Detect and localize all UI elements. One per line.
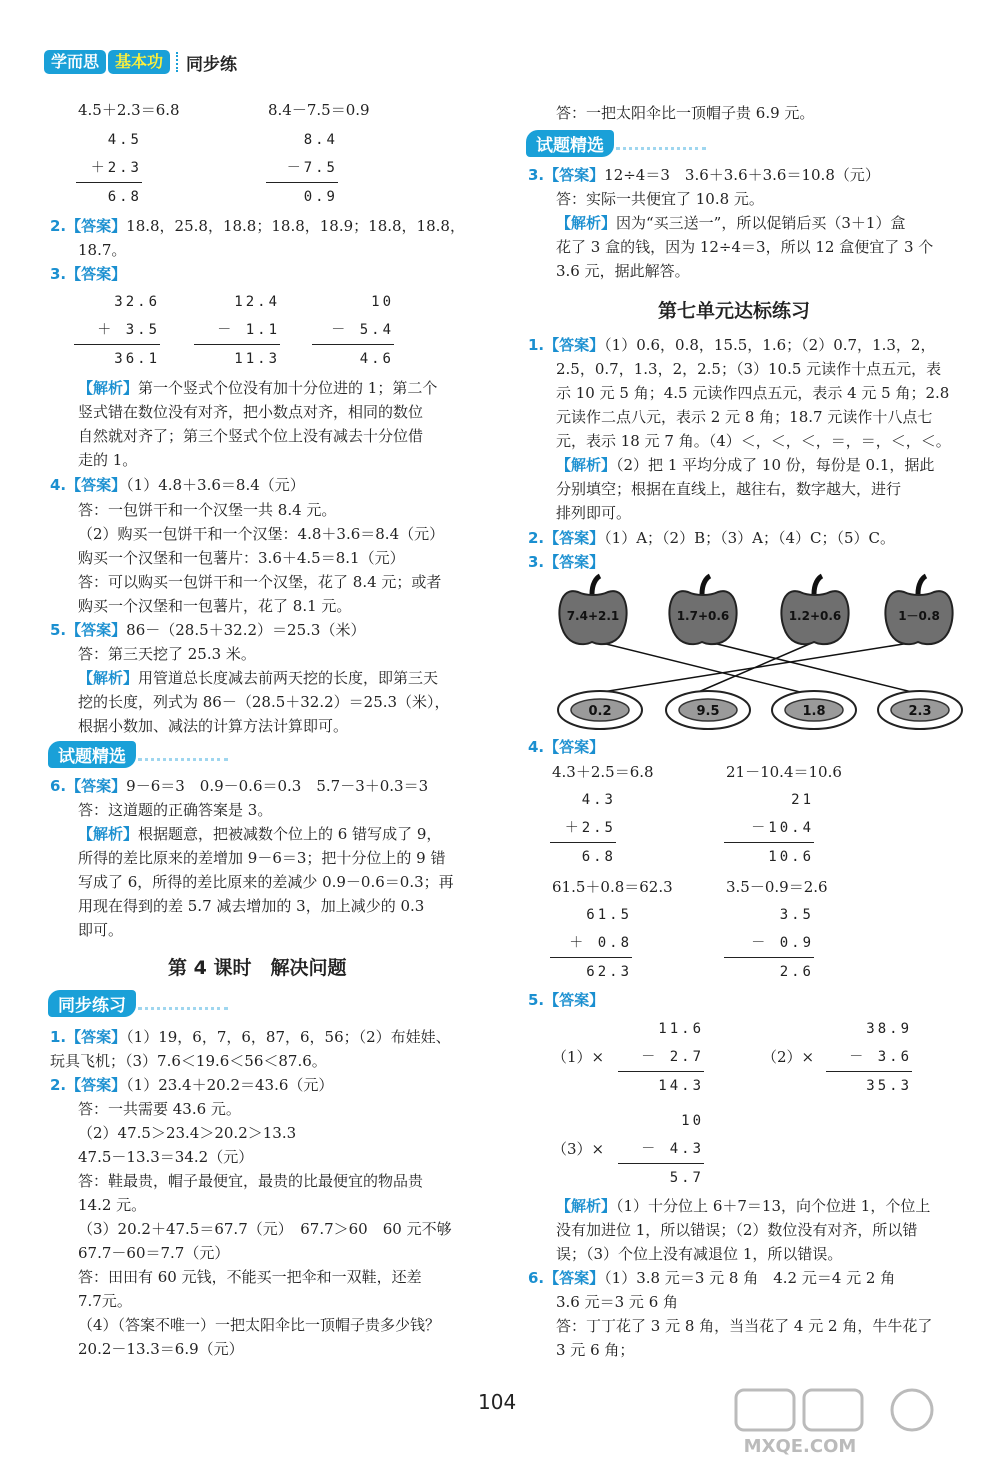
answer-tag: 【答案】 (66, 217, 127, 235)
text-line: 答：一共需要 43.6 元。 (78, 1100, 241, 1118)
text-line: （3）20.2＋47.5＝67.7（元） 67.7＞60 60 元不够 (78, 1220, 452, 1238)
calc-row: 4.5 (107, 132, 142, 148)
text-line: 3 元 6 角； (556, 1341, 635, 1359)
text-line: 即可。 (78, 921, 124, 939)
plate (772, 691, 856, 729)
text-line: 答：鞋最贵，帽子最便宜，最贵的比最便宜的物品贵 (78, 1172, 424, 1190)
answer-tag: 【答案】 (66, 1028, 127, 1046)
text-line: 元读作二点八元，表示 2 元 8 角；18.7 元读作十八点七 (556, 408, 933, 426)
page-number: 104 (478, 1390, 517, 1414)
u4-line (528, 737, 604, 757)
analysis-text: 用管道总长度减去前两天挖的长度，即第三天 (138, 669, 439, 687)
analysis-line (78, 378, 437, 398)
calc-row: ＋ 3.5 (97, 322, 160, 338)
match-line (709, 642, 916, 693)
calc-row: 4.3 (581, 792, 616, 808)
section-title: 第七单元达标练习 (658, 300, 811, 322)
analysis-tag: 【解析】 (556, 1197, 617, 1215)
calc-row: 10 (371, 294, 394, 310)
calc-row: 6.8 (581, 849, 616, 865)
calc-row: 6.8 (107, 189, 142, 205)
q-number: 4. (528, 738, 545, 756)
text-line: 误；（3）个位上没有减退位 1，所以错误。 (556, 1245, 843, 1263)
analysis-text: （2）把 1 平均分成了 10 份，每份是 0.1，据此 (616, 456, 935, 474)
apple (559, 576, 626, 644)
eq-line: 8.4－7.5＝0.9 (268, 101, 370, 119)
text-line: 竖式错在数位没有对齐，把小数点对齐，相同的数位 (78, 403, 424, 421)
text-line: 根据小数加、减法的计算方法计算即可。 (78, 717, 349, 735)
calc-row: 8.4 (303, 132, 338, 148)
vertical-calc (724, 786, 814, 871)
text-line: 花了 3 盒的钱，因为 12÷4＝3，所以 12 盒便宜了 3 个 (556, 238, 934, 256)
vertical-calc (724, 901, 814, 986)
answer-text: （1）4.8＋3.6＝8.4（元） (126, 476, 305, 494)
apple-label: 1.7+0.6 (676, 609, 730, 623)
analysis-tag: 【解析】 (556, 456, 617, 474)
calc-row: 21 (791, 792, 814, 808)
text-line: 答：可以购买一包饼干和一个汉堡，花了 8.4 元；或者 (78, 573, 442, 591)
text-line: 答：一把太阳伞比一顶帽子贵 6.9 元。 (556, 104, 815, 122)
plate (558, 691, 642, 729)
apple-plate-matching (556, 572, 976, 742)
text-line: 玩具飞机；（3）7.6＜19.6＜56＜87.6。 (50, 1052, 327, 1070)
banner-text: 试题精选 (48, 741, 136, 768)
eq-line: 61.5＋0.8＝62.3 (552, 878, 673, 896)
q2-line (50, 216, 465, 236)
watermark-text: MXQE.COM (743, 1436, 857, 1457)
text-line: 3.6 元＝3 元 6 角 (556, 1293, 679, 1311)
q-number: 3. (528, 166, 545, 184)
text-line: 写成了 6，所得的差比原来的差减少 0.9－0.6＝0.3；再 (78, 873, 454, 891)
apple-label: 7.4+2.1 (566, 609, 620, 623)
text-line: 分别填空；根据在直线上，越往右，数字越大，进行 (556, 480, 902, 498)
answer-tag: 【答案】 (544, 991, 605, 1009)
answer-tag: 【答案】 (66, 1076, 127, 1094)
answer-tag: 【答案】 (66, 476, 127, 494)
vertical-calc (618, 1015, 704, 1100)
text-line: （4）（答案不唯一）一把太阳伞比一顶帽子贵多少钱？ (78, 1316, 441, 1334)
u2-line (528, 528, 895, 548)
analysis-line (78, 824, 441, 844)
brand-jibengong: 基本功 (108, 50, 170, 74)
calc-row: 38.9 (866, 1021, 912, 1037)
banner-tail (138, 748, 228, 761)
answer-text: （1）23.4＋20.2＝43.6（元） (126, 1076, 334, 1094)
calc-row: 36.1 (114, 351, 160, 367)
calc-row: 14.3 (658, 1078, 704, 1094)
text-line: 购买一个汉堡和一包薯片，花了 8.1 元。 (78, 597, 352, 615)
plate-label: 9.5 (696, 704, 720, 719)
analysis-text: 第一个竖式个位没有加十分位进的 1；第二个 (138, 379, 438, 397)
calc-row: －10.4 (751, 820, 814, 836)
analysis-line (78, 668, 438, 688)
text-line: （2）购买一包饼干和一个汉堡：4.8＋3.6＝8.4（元） (78, 525, 445, 543)
analysis-text: 因为“买三送一”，所以促销后买（3＋1）盒 (616, 214, 906, 232)
apple (781, 576, 848, 644)
q-number: 3. (528, 553, 545, 571)
u3-line (528, 552, 604, 572)
eq-line: 4.5＋2.3＝6.8 (78, 101, 180, 119)
calc-row: 61.5 (586, 907, 632, 923)
text-line: 走的 1。 (78, 451, 138, 469)
plate-label: 1.8 (802, 704, 826, 719)
calc-row: － 3.6 (849, 1049, 912, 1065)
apple-label: 1－0.8 (898, 609, 940, 623)
text-line: 47.5－13.3＝34.2（元） (78, 1148, 254, 1166)
q-number: 6. (528, 1269, 545, 1287)
vertical-calc (74, 288, 160, 373)
u1-line (528, 335, 935, 355)
calc-row: 10.6 (768, 849, 814, 865)
section-banner (48, 990, 228, 1016)
vertical-calc (550, 901, 632, 986)
answer-text: 12÷4＝3 3.6＋3.6＋3.6＝10.8（元） (604, 166, 880, 184)
calc-row: － 1.1 (217, 322, 280, 338)
header-separator (176, 52, 180, 72)
section-title: 第 4 课时 解决问题 (168, 957, 347, 979)
calc-row: 10 (681, 1113, 704, 1129)
plate (878, 691, 962, 729)
analysis-line (556, 455, 934, 475)
calc-row: － 5.4 (331, 322, 394, 338)
vertical-calc (76, 126, 142, 211)
wrong-mark: （1）× (552, 1048, 605, 1066)
text-line: 没有加进位 1，所以错误；（2）数位没有对齐，所以错 (556, 1221, 918, 1239)
text-line: 答：第三天挖了 25.3 米。 (78, 645, 256, 663)
apple (885, 576, 952, 644)
calc-row: － 4.3 (641, 1141, 704, 1157)
q-number: 1. (50, 1028, 67, 1046)
text-line: 用现在得到的差 5.7 减去增加的 3，加上减少的 0.3 (78, 897, 425, 915)
header-title: 同步练 (186, 54, 238, 75)
q-number: 4. (50, 476, 67, 494)
text-line: 购买一个汉堡和一包薯片：3.6＋4.5＝8.1（元） (78, 549, 405, 567)
wrong-mark: （3）× (552, 1140, 605, 1158)
section-banner (526, 130, 706, 156)
text-line: 排列即可。 (556, 504, 632, 522)
q6-line (50, 776, 428, 796)
analysis-tag: 【解析】 (78, 825, 139, 843)
q-number: 2. (528, 529, 545, 547)
calc-row: － 0.9 (751, 935, 814, 951)
text-line: 67.7－60＝7.7（元） (78, 1244, 230, 1262)
u6-line (528, 1268, 895, 1288)
text-line: 7.7元。 (78, 1292, 132, 1310)
text-line: 3.6 元，据此解答。 (556, 262, 690, 280)
q-number: 6. (50, 777, 67, 795)
answer-text: 9－6＝3 0.9－0.6＝0.3 5.7－3＋0.3＝3 (126, 777, 429, 795)
calc-row: ＋2.5 (564, 820, 616, 836)
text-line: 答：一包饼干和一个汉堡一共 8.4 元。 (78, 501, 337, 519)
calc-row: ＋ 0.8 (569, 935, 632, 951)
analysis-line (556, 1196, 930, 1216)
text-line: 2.5，0.7，1.3，2，2.5；（3）10.5 元读作十点五元，表 (556, 360, 942, 378)
text-line: 示 10 元 5 角；4.5 元读作四点五元，表示 4 元 5 角；2.8 (556, 384, 950, 402)
q5-line (50, 620, 365, 640)
brand-xueersi: 学而思 (44, 50, 106, 74)
eq-line: 3.5－0.9＝2.6 (726, 878, 828, 896)
vertical-calc (194, 288, 280, 373)
analysis-tag: 【解析】 (556, 214, 617, 232)
text-line: 挖的长度，列式为 86－（28.5＋32.2）＝25.3（米）， (78, 693, 450, 711)
match-line (596, 642, 916, 693)
analysis-line (556, 213, 905, 233)
answer-text: 18.8，25.8，18.8；18.8，18.9；18.8，18.8， (126, 217, 465, 235)
watermark-logo (700, 1388, 990, 1458)
text-line: 18.7。 (78, 241, 127, 259)
answer-tag: 【答案】 (66, 777, 127, 795)
q3-line (50, 264, 126, 284)
calc-row: 62.3 (586, 964, 632, 980)
q-number: 3. (50, 265, 67, 283)
calc-row: 11.6 (658, 1021, 704, 1037)
eq-line: 4.3＋2.5＝6.8 (552, 763, 654, 781)
q-number: 5. (528, 991, 545, 1009)
text-line: 自然就对齐了；第三个竖式个位上没有减去十分位借 (78, 427, 424, 445)
q-number: 5. (50, 621, 67, 639)
calc-row: 32.6 (114, 294, 160, 310)
answer-tag: 【答案】 (544, 553, 605, 571)
calc-row: 3.5 (779, 907, 814, 923)
calc-row: －7.5 (286, 160, 338, 176)
plate-label: 2.3 (908, 704, 932, 719)
answer-text: （1）0.6，0.8，15.5，1.6；（2）0.7，1.3，2， (604, 336, 936, 354)
r3-line (528, 165, 880, 185)
text-line: 答：这道题的正确答案是 3。 (78, 801, 273, 819)
text-line: 所得的差比原来的差增加 9－6＝3；把十分位上的 9 错 (78, 849, 446, 867)
vertical-calc (826, 1015, 912, 1100)
answer-tag: 【答案】 (544, 738, 605, 756)
calc-row: 12.4 (234, 294, 280, 310)
apple (669, 576, 736, 644)
answer-text: （1）3.8 元＝3 元 8 角 4.2 元＝4 元 2 角 (604, 1269, 896, 1287)
text-line: 元，表示 18 元 7 角。（4）＜，＜，＜，＝，＝，＜，＜。 (556, 432, 951, 450)
analysis-text: （1）十分位上 6＋7＝13，向个位进 1，个位上 (616, 1197, 931, 1215)
text-line: 14.2 元。 (78, 1196, 147, 1214)
answer-tag: 【答案】 (544, 529, 605, 547)
q-number: 2. (50, 217, 67, 235)
text-line: 答：实际一共便宜了 10.8 元。 (556, 190, 764, 208)
banner-tail (138, 997, 228, 1010)
calc-row: 0.9 (303, 189, 338, 205)
q-number: 2. (50, 1076, 67, 1094)
vertical-calc (312, 288, 394, 373)
q4-line (50, 475, 305, 495)
answer-tag: 【答案】 (544, 1269, 605, 1287)
u5-line (528, 990, 604, 1010)
analysis-text: 根据题意，把被减数个位上的 6 错写成了 9， (138, 825, 442, 843)
text-line: 答：丁丁花了 3 元 8 角，当当花了 4 元 2 角，牛牛花了 (556, 1317, 933, 1335)
calc-row: 4.6 (359, 351, 394, 367)
calc-row: － 2.7 (641, 1049, 704, 1065)
answer-text: （1）A；（2）B；（3）A；（4）C；（5）C。 (604, 529, 896, 547)
calc-row: 2.6 (779, 964, 814, 980)
vertical-calc (550, 786, 616, 871)
banner-text: 同步练习 (48, 990, 136, 1017)
apple-label: 1.2+0.6 (788, 609, 842, 623)
answer-text: （1）19，6，7，6，87，6，56；（2）布娃娃、 (126, 1028, 451, 1046)
answer-tag: 【答案】 (66, 621, 127, 639)
q-number: 1. (528, 336, 545, 354)
text-line: （2）47.5＞23.4＞20.2＞13.3 (78, 1124, 297, 1142)
analysis-tag: 【解析】 (78, 379, 139, 397)
analysis-tag: 【解析】 (78, 669, 139, 687)
s2-line (50, 1075, 333, 1095)
calc-row: 11.3 (234, 351, 280, 367)
plate-label: 0.2 (588, 704, 612, 719)
text-line: 20.2－13.3＝6.9（元） (78, 1340, 244, 1358)
header-logo (44, 49, 237, 75)
wrong-mark: （2）× (762, 1048, 815, 1066)
banner-tail (616, 137, 706, 150)
calc-row: 5.7 (669, 1170, 704, 1186)
watermark (700, 1388, 990, 1462)
vertical-calc (266, 126, 338, 211)
plate (666, 691, 750, 729)
calc-row: ＋2.3 (90, 160, 142, 176)
vertical-calc (618, 1107, 704, 1192)
section-banner (48, 741, 228, 767)
answer-tag: 【答案】 (544, 336, 605, 354)
answer-tag: 【答案】 (66, 265, 127, 283)
banner-text: 试题精选 (526, 130, 614, 157)
eq-line: 21－10.4＝10.6 (726, 763, 842, 781)
answer-text: 86－（28.5＋32.2）＝25.3（米） (126, 621, 366, 639)
calc-row: 35.3 (866, 1078, 912, 1094)
match-line (598, 642, 804, 693)
text-line: 答：田田有 60 元钱，不能买一把伞和一双鞋，还差 (78, 1268, 422, 1286)
answer-tag: 【答案】 (544, 166, 605, 184)
s1-line (50, 1027, 451, 1047)
